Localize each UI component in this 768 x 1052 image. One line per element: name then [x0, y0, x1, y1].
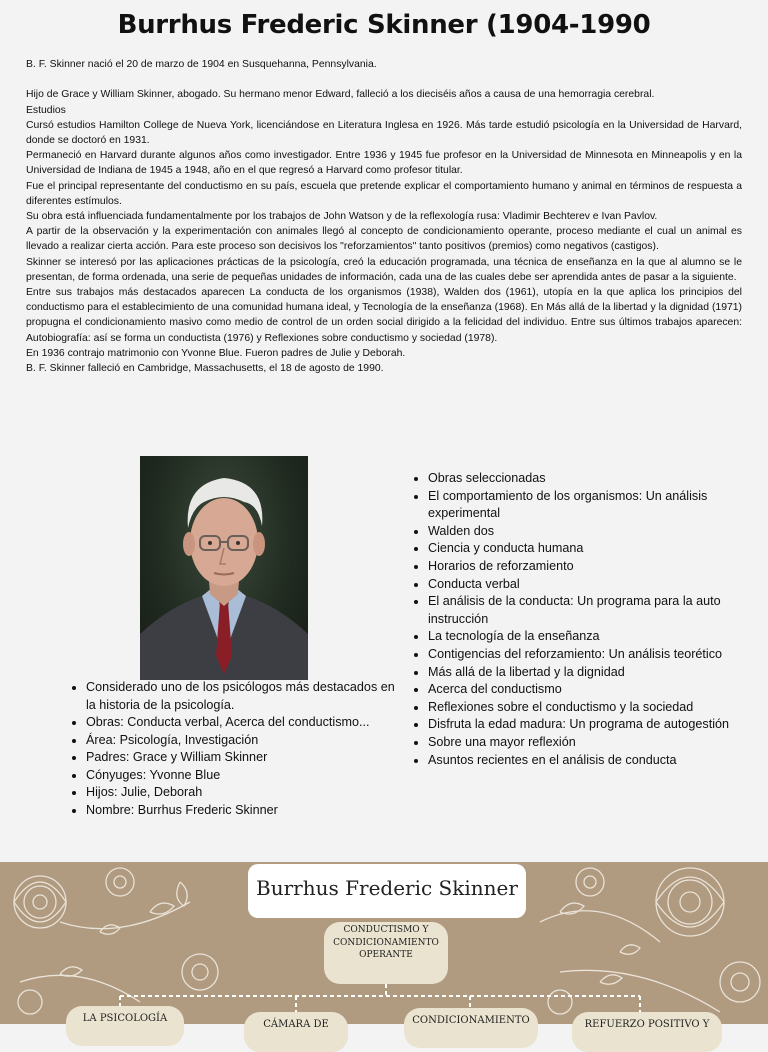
concept-map [0, 862, 768, 1030]
concept-map-title: Burrhus Frederic Skinner [248, 864, 526, 918]
bio-paragraph: B. F. Skinner nació el 20 de marzo de 1904 en Susquehanna, Pennsylvania. [26, 59, 377, 70]
list-item: • El análisis de la conducta: Un programa para la auto instrucción [428, 593, 768, 628]
concept-map-branch-node: CONDICIONAMIENTO [404, 1008, 538, 1048]
list-item: • Reflexiones sobre el conductismo y la sociedad [428, 699, 768, 717]
list-item: • Cónyuges: Yvonne Blue [86, 767, 406, 785]
list-item: • Área: Psicología, Investigación [86, 732, 406, 750]
list-item: • Considerado uno de los psicólogos más destacados en la historia de la psicología. [86, 679, 406, 714]
bio-paragraph: B. F. Skinner falleció en Cambridge, Massachusetts, el 18 de agosto de 1990. [26, 363, 384, 375]
list-item: • Walden dos [428, 523, 768, 541]
bio-paragraph: Entre sus trabajos más destacados aparecen La conducta de los organismos (1938), Walden dos (1961), utopía en la que aplica los principios del conductismo para el establecimiento de una comunidad humana ideal, y Tecnología de la enseñanza (1968). En Más allá de la libertad y la dignidad (1971) propugna el condicionamiento masivo como medio de control de un orden social dirigido a la felicidad del individuo. Entre sus últimos trabajos aparecen: Autobiografía: así se forma un conductista (1976) y Reflexiones sobre conductismo y sociedad (1978). [26, 287, 742, 344]
list-item: • Sobre una mayor reflexión [428, 734, 768, 752]
list-item: • El comportamiento de los organismos: Un análisis experimental [428, 488, 768, 523]
list-item: • Más allá de la libertad y la dignidad [428, 664, 768, 682]
page-title: Burrhus Frederic Skinner (1904-1990 [117, 10, 651, 40]
list-item: • Conducta verbal [428, 576, 768, 594]
bio-paragraph: Cursó estudios Hamilton College de Nueva York, licenciándose en Literatura Inglesa en 1926. Más tarde estudió psicología en la Universidad de Harvard, donde se doctoró en 1931. [26, 119, 742, 146]
list-item: • Hijos: Julie, Deborah [86, 784, 406, 802]
list-item: • Contigencias del reforzamiento: Un análisis teorético [428, 646, 768, 664]
central-node-line: CONDUCTISMO Y [343, 925, 429, 935]
bio-paragraph: Fue el principal representante del conductismo en su país, escuela que pretende explicar el comportamiento humano y animal en términos de respuesta a diferentes estímulos. [26, 180, 742, 207]
list-item: • Padres: Grace y William Skinner [86, 749, 406, 767]
portrait-photo [140, 456, 308, 680]
list-item: • Horarios de reforzamiento [428, 558, 768, 576]
concept-map-branch-node: CÁMARA DE [244, 1012, 348, 1052]
list-item: • La tecnología de la enseñanza [428, 628, 768, 646]
list-item: • Disfruta la edad madura: Un programa de autogestión [428, 716, 768, 734]
facts-list [72, 679, 406, 819]
list-item: • Obras seleccionadas [428, 470, 768, 488]
list-item: • Nombre: Burrhus Frederic Skinner [86, 802, 406, 820]
list-item: • Acerca del conductismo [428, 681, 768, 699]
list-item: • Obras: Conducta verbal, Acerca del conductismo... [86, 714, 406, 732]
central-node-line: OPERANTE [359, 950, 413, 960]
list-item: • Asuntos recientes en el análisis de conducta [428, 752, 768, 770]
bio-paragraph: En 1936 contrajo matrimonio con Yvonne Blue. Fueron padres de Julie y Deborah. [26, 347, 406, 359]
bio-paragraph: Hijo de Grace y William Skinner, abogado. Su hermano menor Edward, falleció a los dieciséis años a causa de una hemorragia cerebral. [26, 89, 655, 101]
list-item: • Ciencia y conducta humana [428, 540, 768, 558]
bio-heading-estudios: Estudios [26, 104, 66, 116]
bio-paragraph: Skinner se interesó por las aplicaciones prácticas de la psicología, creó la educación programada, una técnica de enseñanza en la que al alumno se le presentan, de forma ordenada, una serie de pequeñas unidades de información, cada una de las cuales debe ser aprendida antes de pasar a la siguiente. [26, 256, 742, 283]
concept-map-branch-node: LA PSICOLOGÍA [66, 1006, 184, 1046]
concept-map-branch-node: REFUERZO POSITIVO Y [572, 1012, 722, 1052]
concept-map-central-node [324, 922, 448, 984]
biography [26, 57, 742, 376]
central-node-line: CONDICIONAMIENTO [333, 937, 439, 948]
bio-paragraph: A partir de la observación y la experimentación con animales llegó al concepto de condicionamiento operante, proceso mediante el cual un animal es llevado a realizar cierta acción. Para este proceso son decisivos los "reforzamientos" tanto positivos (premios) como negativos (castigos). [26, 226, 742, 253]
works-list [414, 470, 768, 769]
bio-paragraph: Su obra está influenciada fundamentalmente por los trabajos de John Watson y de la reflexología rusa: Vladimir Bechterev e Ivan Pavlov. [26, 211, 658, 223]
bio-paragraph: Permaneció en Harvard durante algunos años como investigador. Entre 1936 y 1945 fue profesor en la Universidad de Minnesota en Minneapolis y en la Universidad de Indiana de 1945 a 1948, año en el que regresó a Harvard como profesor titular. [26, 150, 742, 177]
